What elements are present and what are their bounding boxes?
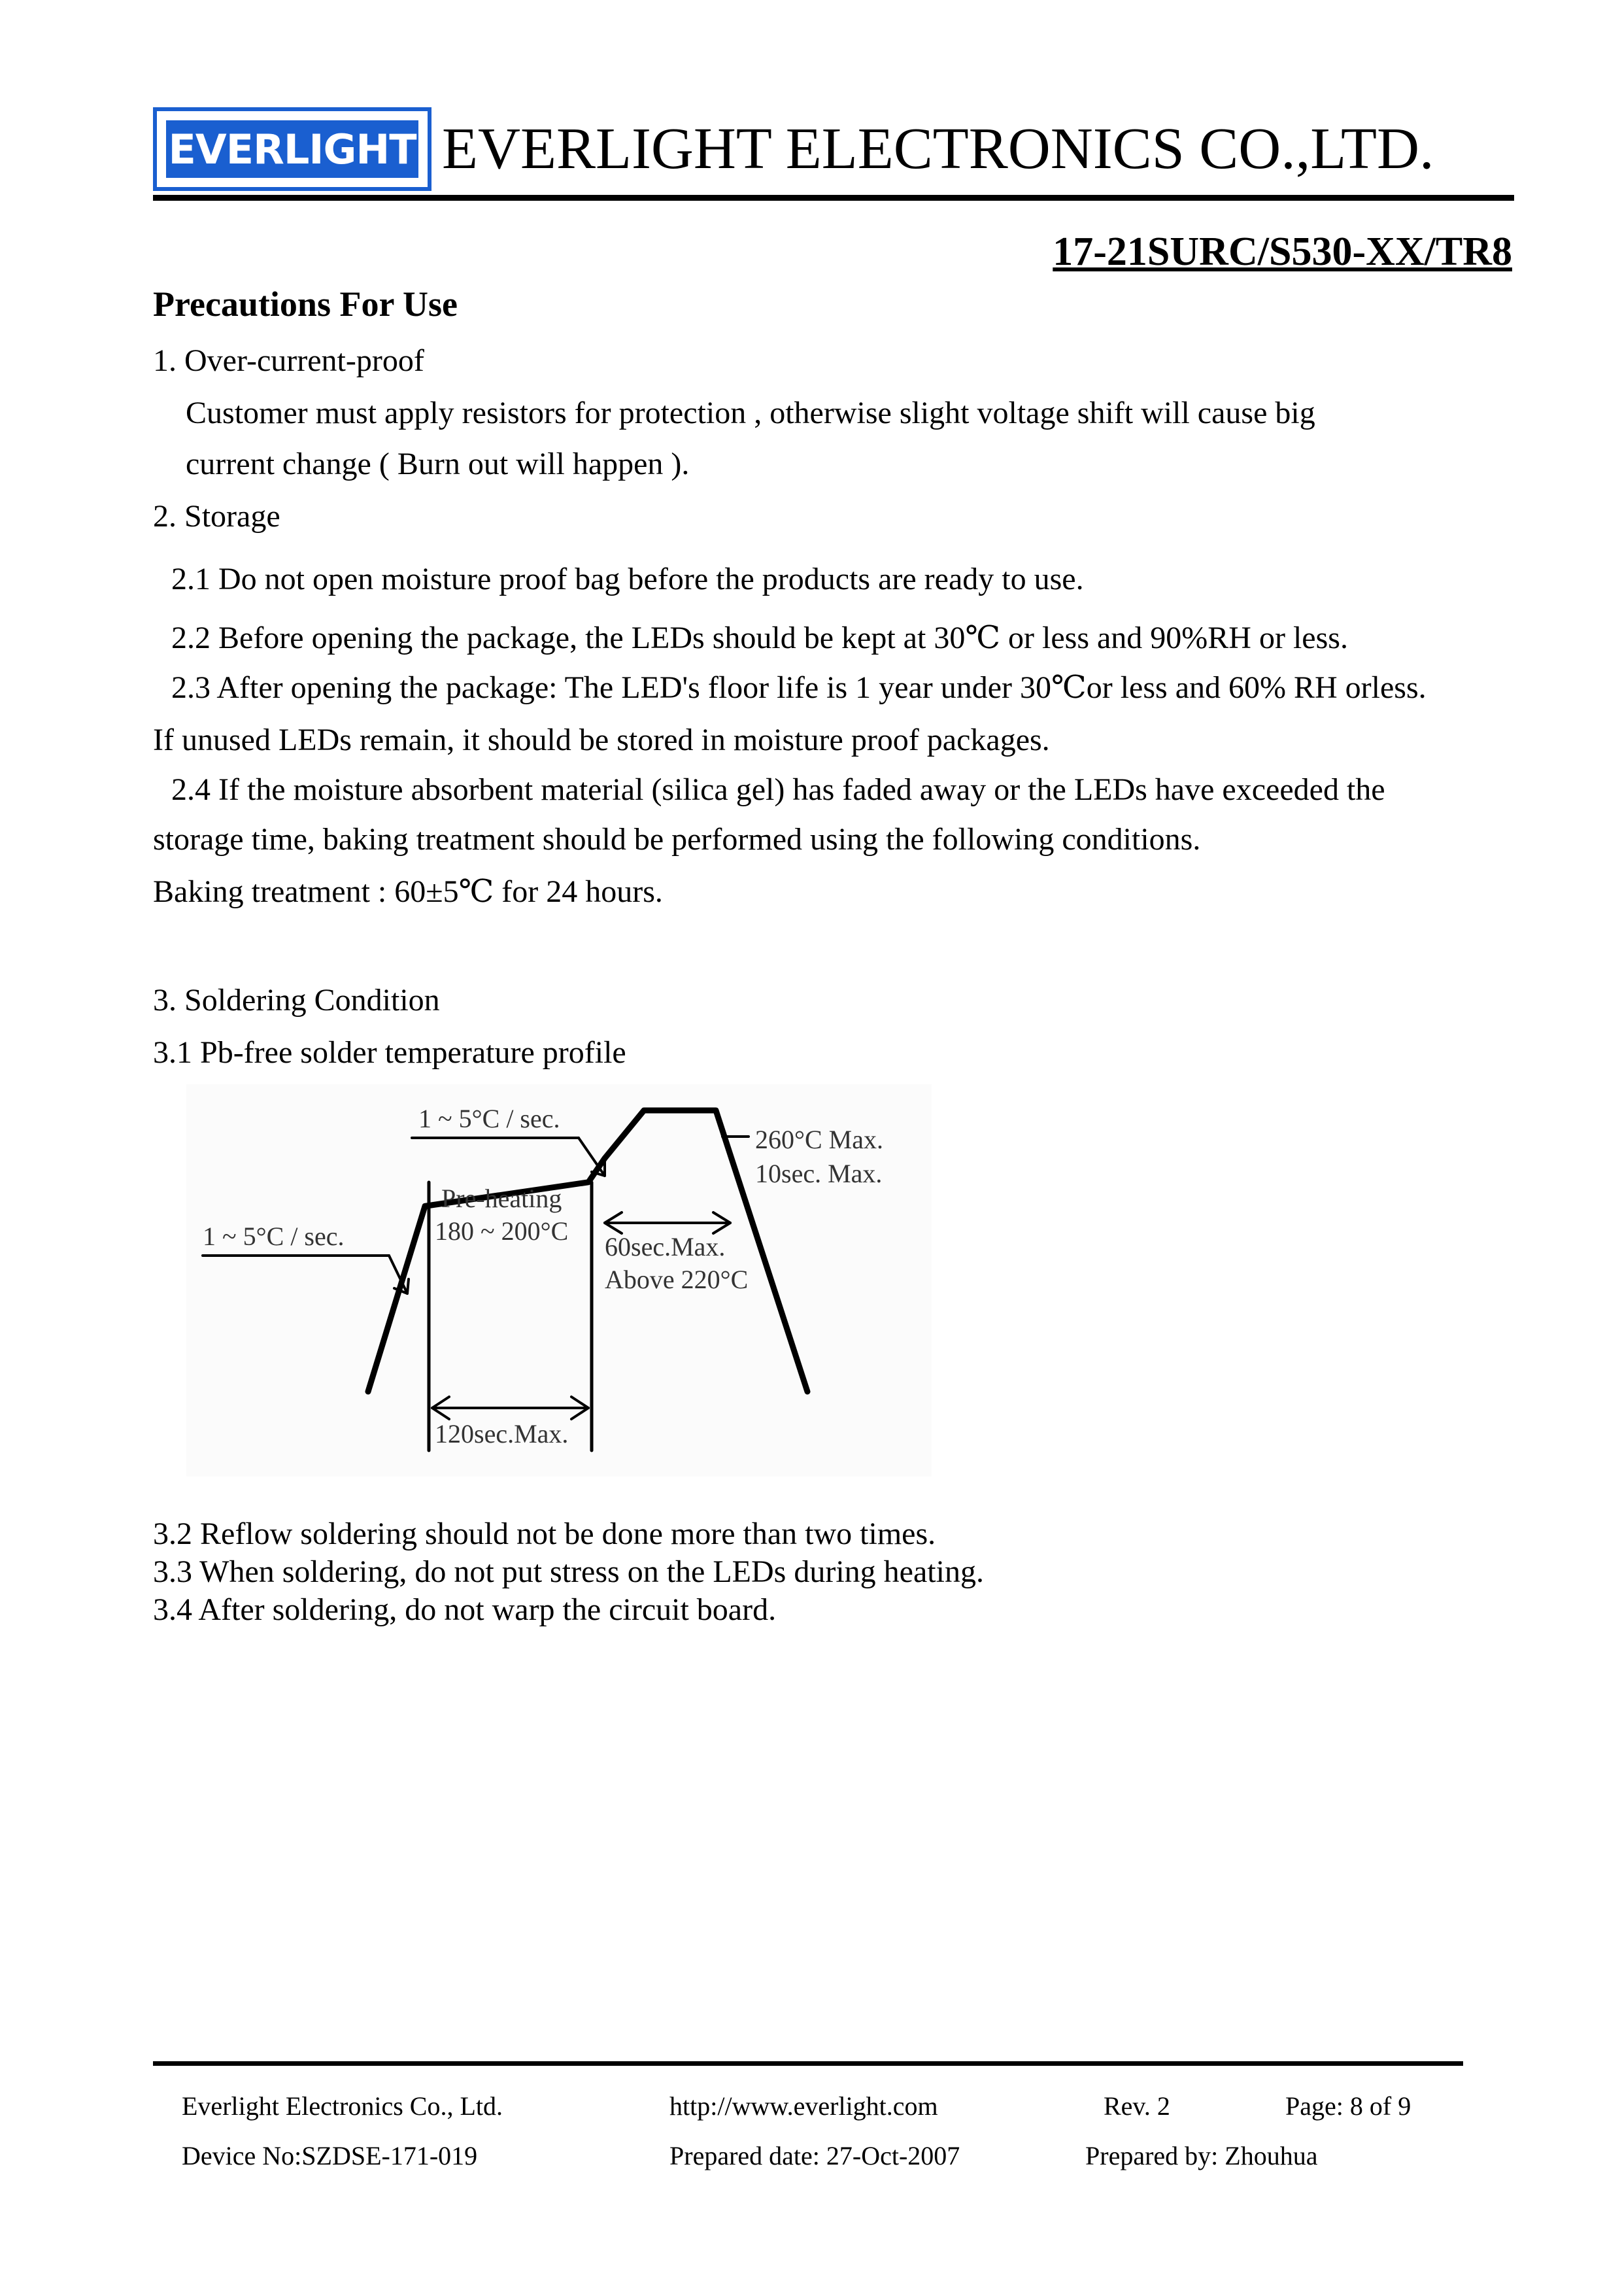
footer-device-no: Device No:SZDSE-171-019 [182, 2141, 478, 2170]
header-rule [153, 195, 1514, 201]
footer-revision: Rev. 2 [1104, 2091, 1170, 2121]
footer-url[interactable]: http://www.everlight.com [669, 2091, 938, 2121]
item-baking-treatment: Baking treatment : 60±5℃ for 24 hours. [153, 874, 663, 909]
item-storage-2-4-cont: storage time, baking treatment should be performed using the following conditions. [153, 822, 1201, 857]
footer-prepared-date: Prepared date: 27-Oct-2007 [669, 2141, 960, 2170]
item-soldering-heading: 3. Soldering Condition [153, 983, 440, 1018]
label-ramp-rate-1: 1 ~ 5°C / sec. [203, 1222, 345, 1251]
footer-company: Everlight Electronics Co., Ltd. [182, 2091, 503, 2121]
label-preheat-temp: 180 ~ 200°C [435, 1216, 569, 1246]
label-preheating: Pre-heating [441, 1184, 562, 1213]
label-peak-temp: 260°C Max. [755, 1125, 883, 1154]
company-name: EVERLIGHT ELECTRONICS CO.,LTD. [442, 116, 1434, 181]
everlight-logo [153, 107, 431, 191]
item-storage-2-4: 2.4 If the moisture absorbent material (silica gel) has faded away or the LEDs have exceeded the [171, 772, 1385, 807]
footer-prepared-by: Prepared by: Zhouhua [1085, 2141, 1318, 2170]
item-soldering-3-4: 3.4 After soldering, do not warp the circuit board. [153, 1592, 777, 1627]
item-over-current-text-1: Customer must apply resistors for protection , otherwise slight voltage shift will cause big [186, 396, 1315, 430]
item-storage-2-2: 2.2 Before opening the package, the LEDs should be kept at 30℃ or less and 90%RH or less. [171, 621, 1348, 655]
solder-profile-svg [186, 1084, 932, 1477]
label-120sec: 120sec.Max. [435, 1419, 569, 1448]
item-soldering-3-2: 3.2 Reflow soldering should not be done more than two times. [153, 1516, 936, 1551]
solder-profile-chart [186, 1084, 932, 1477]
item-soldering-3-3: 3.3 When soldering, do not put stress on the LEDs during heating. [153, 1554, 984, 1589]
footer-rule [153, 2061, 1463, 2066]
item-storage-heading: 2. Storage [153, 499, 280, 534]
label-above-220: Above 220°C [605, 1265, 749, 1294]
label-peak-time: 10sec. Max. [755, 1159, 883, 1188]
item-storage-2-1: 2.1 Do not open moisture proof bag before the products are ready to use. [171, 562, 1084, 596]
footer-page: Page: 8 of 9 [1285, 2091, 1411, 2121]
item-storage-2-3: 2.3 After opening the package: The LED's floor life is 1 year under 30℃or less and 60% RH orless. [171, 670, 1427, 705]
label-60sec: 60sec.Max. [605, 1232, 726, 1261]
item-soldering-3-1: 3.1 Pb-free solder temperature profile [153, 1035, 626, 1070]
item-storage-2-3-cont: If unused LEDs remain, it should be stored in moisture proof packages. [153, 723, 1050, 757]
label-ramp-rate-2: 1 ~ 5°C / sec. [418, 1104, 560, 1133]
item-over-current-heading: 1. Over-current-proof [153, 343, 424, 378]
part-number: 17-21SURC/S530-XX/TR8 [1053, 230, 1512, 274]
logo-text: EVERLIGHT [166, 120, 418, 178]
section-title: Precautions For Use [153, 284, 458, 324]
item-over-current-text-2: current change ( Burn out will happen ). [186, 447, 690, 481]
